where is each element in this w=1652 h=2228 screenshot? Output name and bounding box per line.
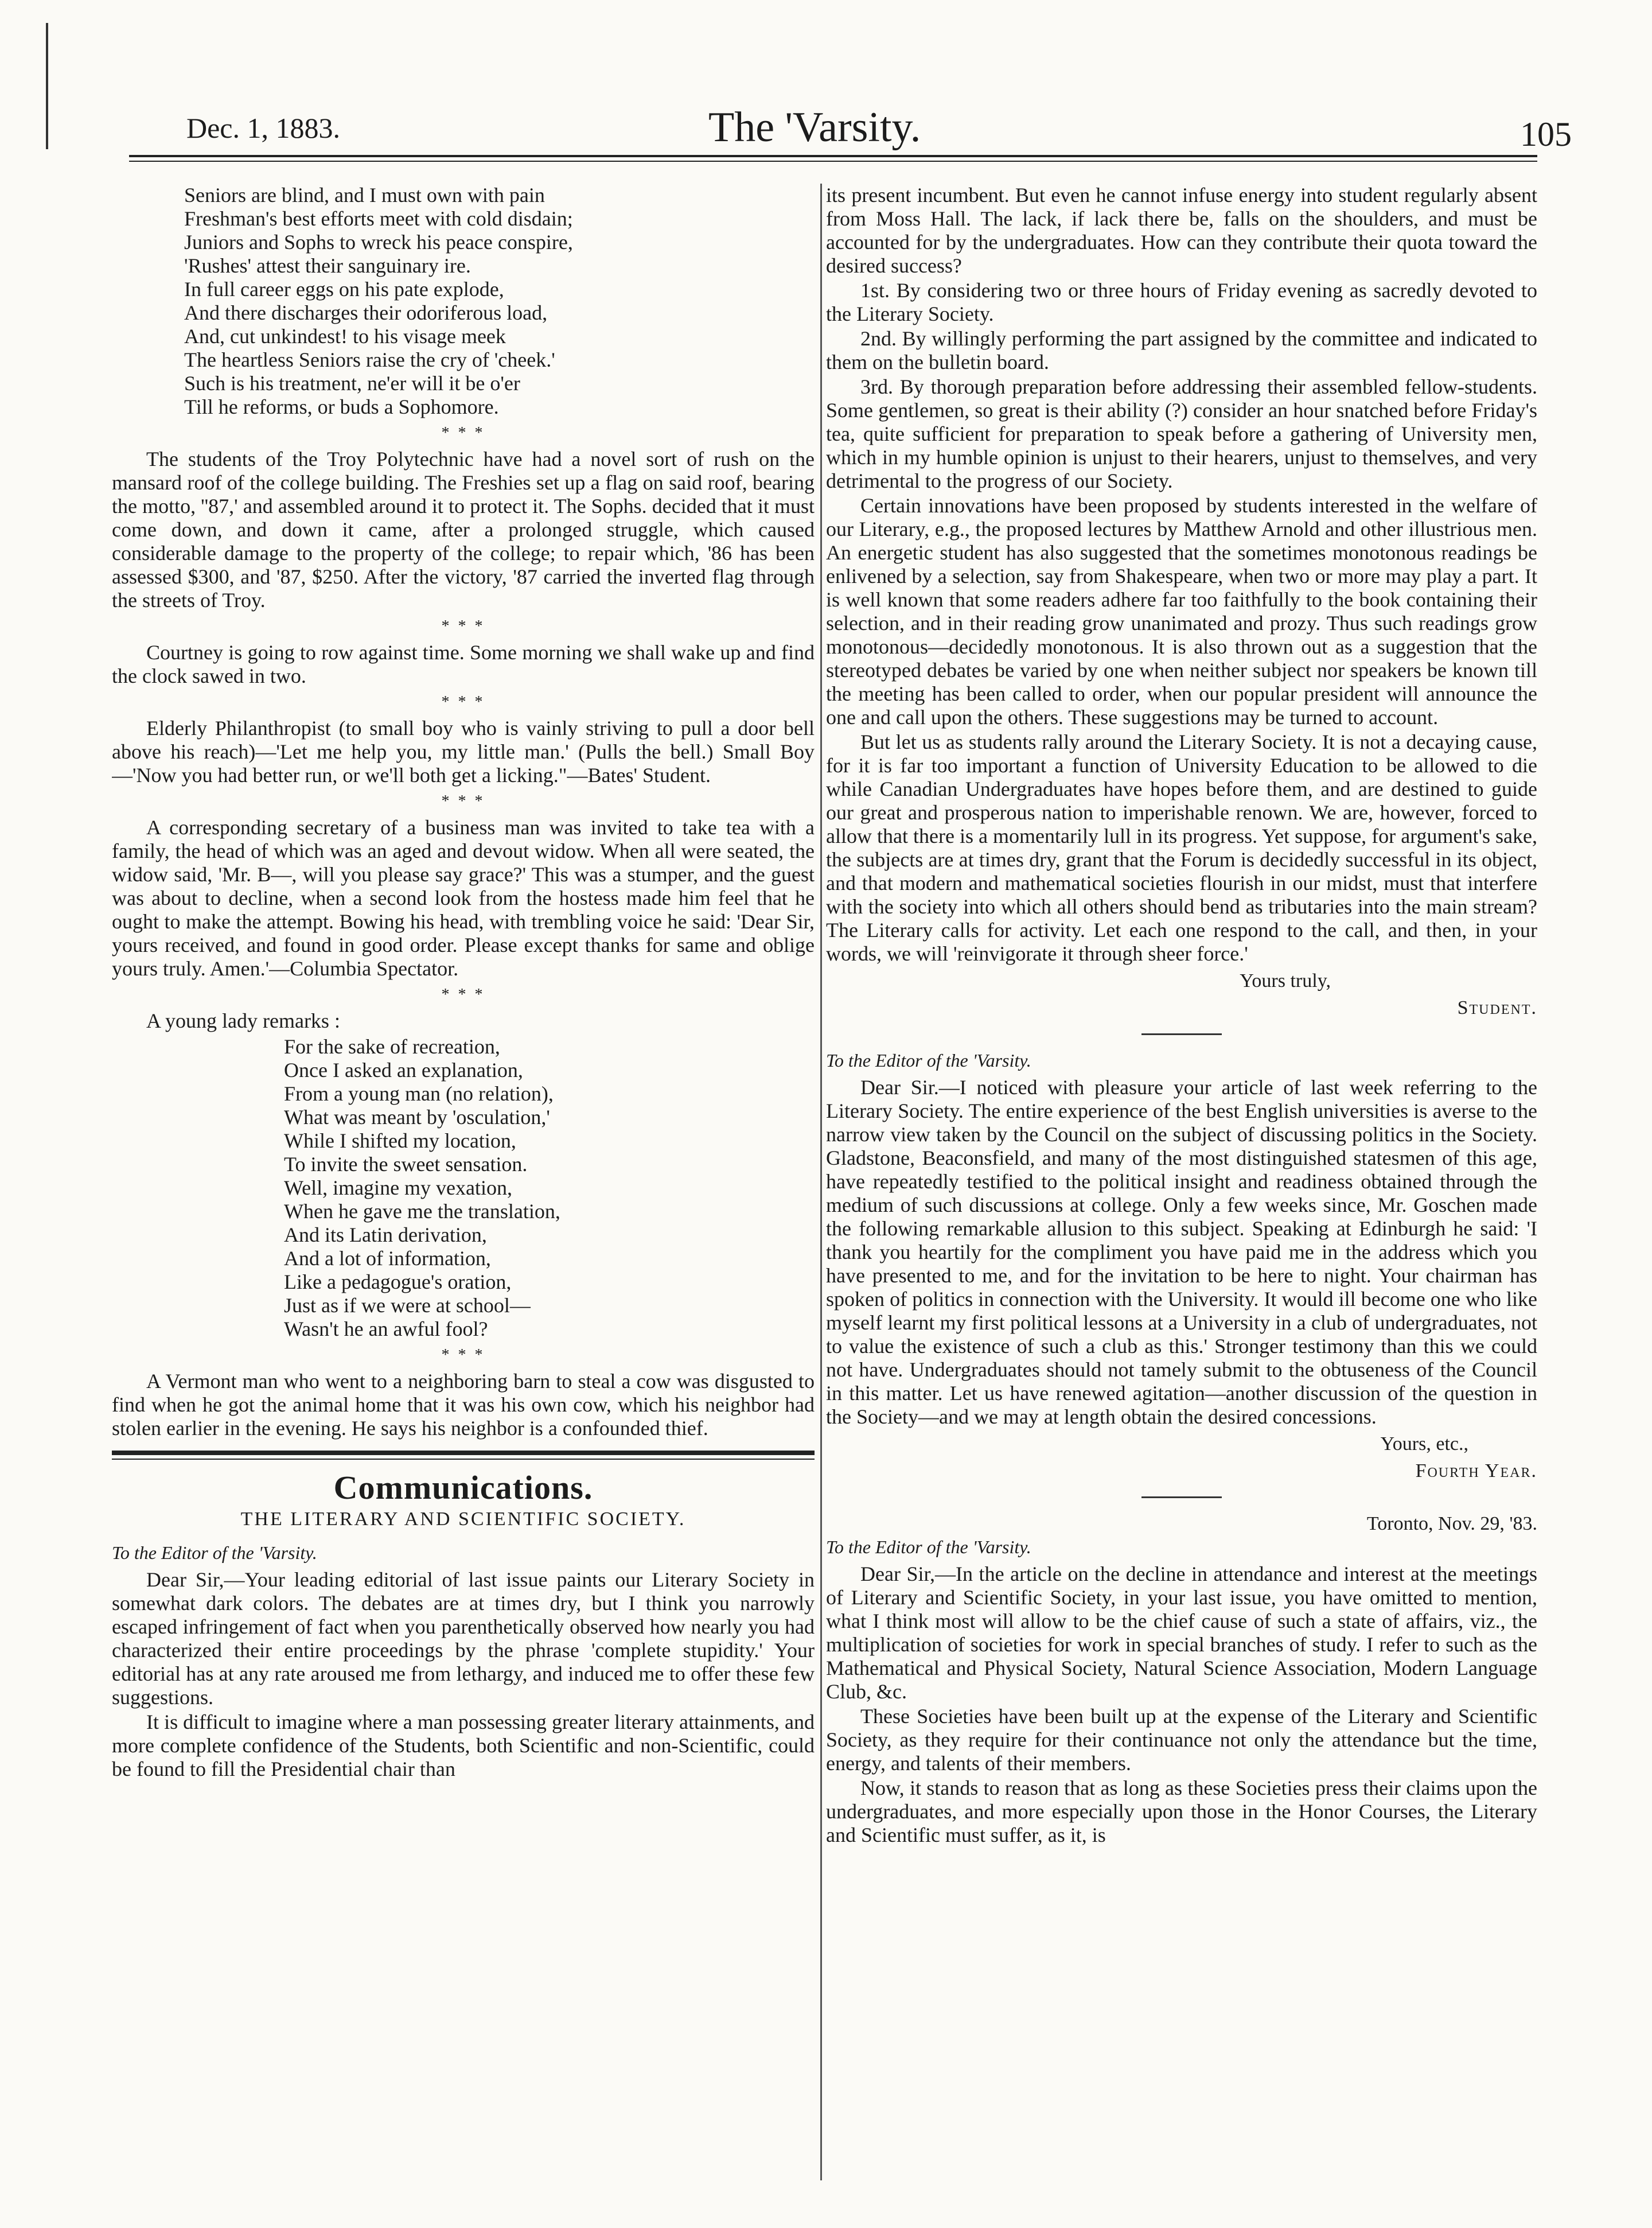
separator-rule <box>1141 1033 1222 1035</box>
poem-line: Wasn't he an awful fool? <box>284 1317 488 1340</box>
salutation-editor: To the Editor of the 'Varsity. <box>826 1537 1031 1557</box>
verse-line: The heartless Seniors raise the cry of 'cheek.' <box>184 348 555 371</box>
letter-signature: Fourth Year. <box>1415 1460 1537 1482</box>
letter-paragraph: Certain innovations have been proposed by students interested in the welfare of our Literary, e.g., the proposed lectures by Matthew Arnold and other illustrious men. An energetic student has also suggested that the sometimes monotonous readings be enlivened by a selection, say from Shakespeare, when two or more may play a part. It is well known that some readers adhere far too faithfully to the book containing their selection, and in their reading grow unanimated and prozy. Thus such readings grow monotonous—decidedly monotonous. It is also thrown out as a suggestion that the stereotyped debates be varied by one when neither subject nor speakers be known till the meeting has been called to order, when our popular president will announce the one and call upon the others. These suggestions may be turned to account. <box>826 494 1537 729</box>
verse-line: Seniors are blind, and I must own with pain <box>184 184 545 207</box>
poem-line: Just as if we were at school— <box>284 1294 531 1317</box>
left-column <box>112 184 815 2180</box>
letter-closing: Yours, etc., <box>1380 1433 1468 1455</box>
page-number: 105 <box>1520 115 1572 153</box>
poem-line: Once I asked an explanation, <box>284 1059 523 1082</box>
verse-line: Juniors and Sophs to wreck his peace conspire, <box>184 231 573 254</box>
verse-line: And there discharges their odoriferous load, <box>184 301 548 324</box>
letter-point-3: 3rd. By thorough preparation before addressing their assembled fellow-students. Some gentlemen, so great is their ability (?) consider an hour snatched before Friday's tea, quite sufficient for preparation to speak before a gathering of University men, which in my humble opinion is unjust to their hearers, unjust to themselves, and very detrimental to the progress of our Society. <box>826 375 1537 492</box>
poem-line: For the sake of recreation, <box>284 1035 500 1058</box>
article-secretary: A corresponding secretary of a business man was invited to take tea with a family, the head of which was an aged and devout widow. When all were seated, the widow said, 'Mr. B—, will you please say grace?' This was a stumper, and the guest was about to decline, when a second look from the hostess made him feel that he ought to make the attempt. Bowing his head, with trembling voice he said: 'Dear Sir, yours received, and found in good order. Please except thanks for same and oblige yours truly. Amen.'—Columbia Spectator. <box>112 816 815 980</box>
asterism: * * * <box>441 617 485 635</box>
section-rule <box>112 1451 815 1455</box>
page-header <box>115 103 1572 161</box>
verse-line: Such is his treatment, ne'er will it be o'er <box>184 372 520 395</box>
column-divider <box>820 184 822 2180</box>
letter-paragraph: Dear Sir.—I noticed with pleasure your article of last week referring to the Literary Society. The entire experience of the best English universities is averse to the narrow view taken by the Council on the subject of discussing politics in the Society. Gladstone, Beaconsfield, and many of the most distinguished statesmen of this age, have repeatedly testified to the political insight and readiness obtained through the medium of such discussions at college. Only a few weeks since, Mr. Goschen made the following remarkable allusion to this subject. Speaking at Edinburgh he said: 'I thank you heartily for the compliment you have paid me in the address which you have presented to me, and for the invitation to be here to night. Your chairman has spoken of politics in connection with the University. It would ill become one who like myself learnt my first political lessons at a University in a club of undergraduates, not to value the existence of such a club as this.' Stronger testimony than this we could not have. Undergraduates should not tamely submit to the obtuseness of the Council in this matter. Let us have renewed agitation—another discussion of the question in the Society—and we may at length obtain the desired concessions. <box>826 1076 1537 1428</box>
separator-rule <box>1141 1496 1222 1498</box>
poem-line: And its Latin derivation, <box>284 1223 487 1246</box>
society-heading: THE LITERARY AND SCIENTIFIC SOCIETY. <box>240 1508 686 1530</box>
dateline: Toronto, Nov. 29, '83. <box>1366 1513 1537 1534</box>
letter-paragraph: It is difficult to imagine where a man possessing greater literary attainments, and more complete confidence of the Students, both Scientific and non-Scientific, could be found to fill the Presidential chair than <box>112 1710 815 1780</box>
letter-closing: Yours truly, <box>1240 970 1331 991</box>
poem-line: While I shifted my location, <box>284 1129 516 1152</box>
letter-paragraph: But let us as students rally around the Literary Society. It is not a decaying cause, for it is far too important a function of University Education to be allowed to die while Canadian Undergraduates have hopes before them, and are destined to guide our great and prosperous nation to imperishable renown. We are, however, forced to allow that there is a momentarily lull in its progress. Yet suppose, for argument's sake, the subjects are at times dry, grant that the Forum is decidedly successful in its object, and that modern and mathematical societies flourish in our midst, must that interfere with the society into which all others should bend as tributaries into the main stream? The Literary calls for activity. Let each one respond to the call, and then, in your words, we will 'reinvigorate it through sheer force.' <box>826 730 1537 965</box>
asterism: * * * <box>441 986 485 1004</box>
letter-paragraph: Now, it stands to reason that as long as these Societies press their claims upon the undergraduates, and more especially upon those in the Honor Courses, the Literary and Scientific must suffer, as it, is <box>826 1776 1537 1846</box>
asterism: * * * <box>441 1346 485 1364</box>
verse-line: In full career eggs on his pate explode, <box>184 278 504 301</box>
header-rule <box>129 155 1537 157</box>
letter-paragraph: its present incumbent. But even he cannot infuse energy into student regularly absent from Moss Hall. The lack, if lack there be, falls on the shoulders, and must be accounted for by the undergraduates. How can they contribute their quota toward the desired success? <box>826 184 1537 277</box>
poem-line: And a lot of information, <box>284 1247 491 1270</box>
verse-line: Freshman's best efforts meet with cold disdain; <box>184 207 573 230</box>
letter-paragraph: Dear Sir,—In the article on the decline in attendance and interest at the meetings of Literary and Scientific Society, in your last issue, you have omitted to mention, what I think most will allow to be the chief cause of such a state of affairs, viz., the multiplication of societies for work in special branches of study. I refer to such as the Mathematical and Physical Society, Natural Science Association, Modern Language Club, &c. <box>826 1562 1537 1703</box>
asterism: * * * <box>441 424 485 442</box>
poem-line: To invite the sweet sensation. <box>284 1153 528 1176</box>
verse-block <box>112 184 815 419</box>
letter-signature: Student. <box>1457 997 1537 1018</box>
poem-line: Well, imagine my vexation, <box>284 1176 513 1199</box>
poem-line: What was meant by 'osculation,' <box>284 1106 550 1129</box>
article-courtney: Courtney is going to row against time. Some morning we shall wake up and find the clock sawed in two. <box>112 641 815 687</box>
lady-intro: A young lady remarks : <box>146 1009 340 1032</box>
article-troy: The students of the Troy Polytechnic have had a novel sort of rush on the mansard roof of the college building. The Freshies set up a flag on said roof, bearing the motto, ''87,' and assembled around it to protect it. The Sophs. decided that it must come down, and down it came, after a prolonged struggle, which caused considerable damage to the property of the college; to repair which, '86 has been assessed $300, and '87, $250. After the victory, '87 carried the inverted flag through the streets of Troy. <box>112 448 815 612</box>
letter-point-2: 2nd. By willingly performing the part assigned by the committee and indicated to them on the bulletin board. <box>826 327 1537 374</box>
header-rule-thin <box>129 161 1537 162</box>
right-column <box>826 184 1537 2180</box>
salutation-editor: To the Editor of the 'Varsity. <box>826 1050 1031 1071</box>
poem-line: From a young man (no relation), <box>284 1082 554 1105</box>
poem-line: When he gave me the translation, <box>284 1200 560 1223</box>
verse-line: Till he reforms, or buds a Sophomore. <box>184 395 499 418</box>
verse-line: And, cut unkindest! to his visage meek <box>184 325 506 348</box>
verse-line: 'Rushes' attest their sanguinary ire. <box>184 254 471 277</box>
asterism: * * * <box>441 693 485 711</box>
letter-point-1: 1st. By considering two or three hours of Friday evening as sacredly devoted to the Literary Society. <box>826 279 1537 325</box>
masthead-title: The 'Varsity. <box>708 104 921 151</box>
article-vermont: A Vermont man who went to a neighboring barn to steal a cow was disgusted to find when he got the animal home that it was his own cow, which his neighbor had stolen earlier in the evening. He says his neighbor is a confounded thief. <box>112 1370 815 1440</box>
article-philanthropist: Elderly Philanthropist (to small boy who is vainly striving to pull a door bell above his reach)—'Let me help you, my little man.' (Pulls the bell.) Small Boy—'Now you had better run, or we'll both get a licking."—Bates' Student. <box>112 717 815 787</box>
communications-heading: Communications. <box>333 1469 593 1506</box>
letter-paragraph: Dear Sir,—Your leading editorial of last issue paints our Literary Society in somewhat dark colors. The debates are at times dry, but I think you narrowly escaped infringement of fact when you parenthetically observed how nearly you had characterized their entire proceedings by the phrase 'complete stupidity.' Your editorial has at any rate aroused me from lethargy, and induced me to offer these few suggestions. <box>112 1568 815 1709</box>
margin-mark <box>46 23 48 149</box>
header-date: Dec. 1, 1883. <box>186 112 340 144</box>
poem-block <box>112 1035 815 1341</box>
poem-line: Like a pedagogue's oration, <box>284 1270 512 1293</box>
salutation-editor: To the Editor of the 'Varsity. <box>112 1542 317 1563</box>
section-rule-thin <box>112 1459 815 1460</box>
letter-paragraph: These Societies have been built up at the expense of the Literary and Scientific Society, as they require for their continuance not only the attendance but the time, energy, and talents of their members. <box>826 1705 1537 1775</box>
asterism: * * * <box>441 792 485 810</box>
